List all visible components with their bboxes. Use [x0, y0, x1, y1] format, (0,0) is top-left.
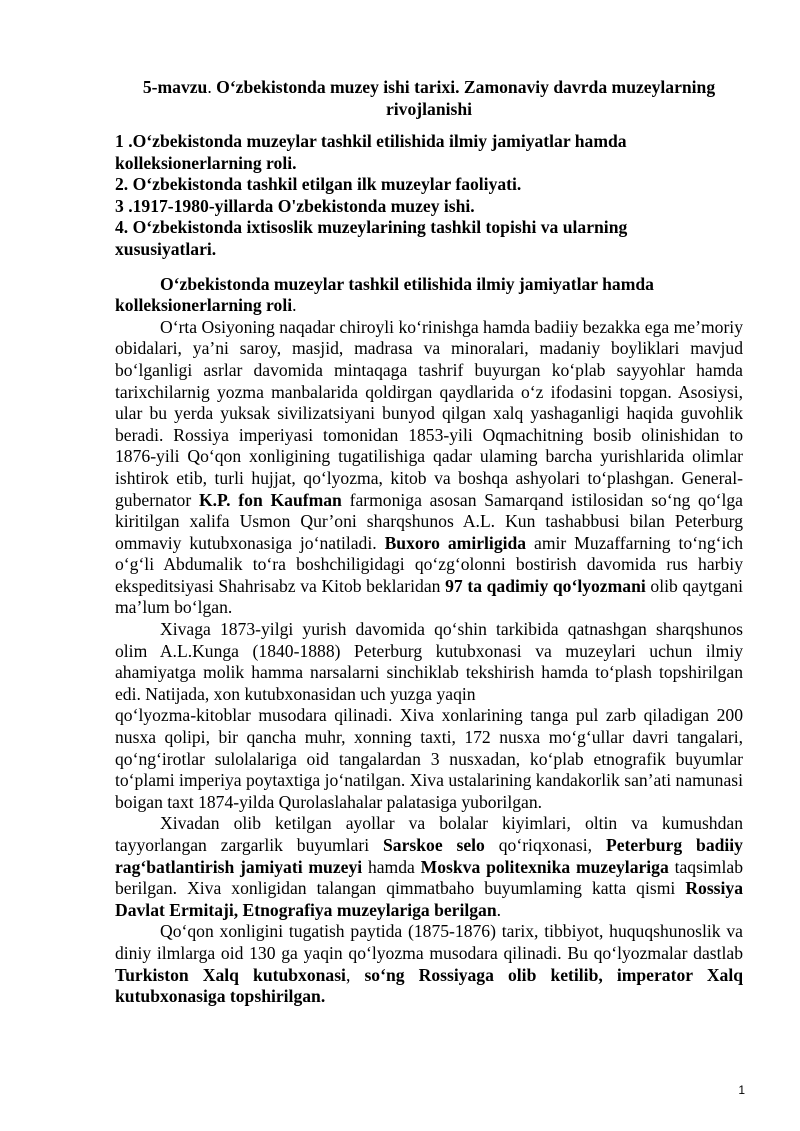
text-run: Qo‘qon xonligini tugatish paytida (1875-1876) tarix, tibbiyot, huquqshunoslik va diniy ilmlarga oid 130 ga yaqin qo‘lyozma musodara qilinadi. Bu qo‘lyozmalar dastlab [115, 921, 743, 963]
outline-item-2: 2. O‘zbekistonda tashkil etilgan ilk muzeylar faoliyati. [115, 174, 522, 195]
text-run: olib qaytgani ma’lum bo‘lgan. [115, 575, 744, 618]
outline-item-3: 3 .1917-1980-yillarda O'zbekistonda muzey ishi. [115, 195, 475, 216]
text-run: qo‘lyozma-kitoblar musodara qilinadi. Xiva xonlarining tanga pul zarb qiladigan 200 nusxa qolipi, bir qancha muhr, xonning taxti, 172 nusxa mo‘g‘ullar davri tangalari, qo‘ng‘irotlar sulolalariga oid tangalardan 3 nusxadan, ko‘plab etnografik buyumlar to‘plami imperiya poytaxtiga jo‘natilgan. Xiva ustalarining kandakorlik san’ati namunasi boigan taxt 1874-yilda Qurolaslahalar palatasiga yuborilgan. [115, 705, 743, 812]
title-separator: . [207, 77, 217, 97]
paragraph-3 [115, 813, 743, 921]
page-title [115, 76, 743, 120]
text-run: Xivaga 1873-yilgi yurish davomida qo‘shin tarkibida qatnashgan sharqshunos olim A.L.Kunga (1840-1888) Peterburg kutubxonasi va muzeylari uchun ilmiy ahamiyatga molik hamma narsalarni sinchiklab tekshirish hamda to‘plash topshirilgan edi. Natijada, xon kutubxonasidan uch yuzga yaqin [115, 619, 743, 704]
bold-run: K.P. fon Kaufman [198, 489, 342, 510]
bold-run: so‘ng Rossiyaga olib ketilib, imperator Xalq kutubxonasiga topshirilgan. [115, 964, 744, 1007]
text-run: , [345, 964, 365, 985]
text-run: amir Muzaffarning to‘ng‘ich o‘g‘li Abdumalik to‘ra boshchiligidagi qo‘zg‘olonni bostirish davomida rus harbiy ekspeditsiyasi Shahrisabz va Kitob beklaridan [115, 532, 743, 596]
bold-run: Rossiya Davlat Ermitaji, Etnografiya muzeylariga berilgan [115, 878, 743, 920]
outline-item-4: 4. O‘zbekistonda ixtisoslik muzeylarining tashkil topishi va ularning xususiyatlari. [115, 217, 628, 259]
topic-title: O‘zbekistonda muzey ishi tarixi. Zamonaviy davrda muzeylarning rivojlanishi [216, 77, 716, 119]
text-run: O‘rta Osiyoning naqadar chiroyli ko‘rinishga hamda badiiy bezakka ega me’moriy obidalari, ya’ni saroy, masjid, madrasa va minoralari, madaniy boyliklari mavjud bo‘lganligi asrlar davomida mintaqaga tashrif buyurgan ko‘plab sayyohlar hamda tarixchilarnig yozma manbalarida qoldirgan qaydlarida o‘z ifodasini topgan. Asosiysi, ular bu yerda yuksak sivilizatsiyani bunyod qilgan xalq yashaganligi haqida guvohlik beradi. Rossiya imperiyasi tomonidan 1853-yili Oqmachitning bosib olinishidan to 1876-yili Qo‘qon xonligining tugatilishiga qadar ulaming barcha yurishlarida olimlar ishtirok etib, turli hujjat, qo‘lyozma, kitob va boshqa ashyolari to‘plashgan. General-gubernator [115, 316, 743, 510]
bold-run: Moskva politexnika muzeylariga [420, 856, 669, 877]
bold-run: 97 ta qadimiy qo‘lyozmani [445, 575, 646, 596]
topic-number: 5-mavzu [142, 77, 208, 97]
bold-run: Turkiston Xalq kutubxonasi [115, 964, 346, 985]
section-heading-dot: . [292, 295, 297, 316]
text-run: taqsimlab berilgan. Xiva xonligidan talangan qimmatbaho buyumlaming katta qismi [115, 856, 743, 899]
outline-item-1: 1 .O‘zbekistonda muzeylar tashkil etilishida ilmiy jamiyatlar hamda kolleksionerlarning roli. [115, 131, 627, 173]
text-run: farmoniga asosan Samarqand istilosidan so‘ng qo‘lga kiritilgan xalifa Usmon Qur’oni sharqshunos A.L. Kun tashabbusi bilan Peterburg ommaviy kutubxonasiga jo‘natiladi. [115, 489, 743, 553]
text-run: . [496, 899, 502, 920]
paragraph-2 [115, 619, 743, 705]
bold-run: Peterburg badiiy rag‘batlantirish jamiyati muzeyi [115, 835, 743, 877]
section-heading [115, 274, 743, 317]
text-run: hamda [362, 856, 421, 877]
paragraph-1 [115, 317, 743, 619]
page-number: 1 [738, 1083, 745, 1097]
bold-run: Buxoro amirligida [384, 532, 527, 553]
paragraph-4 [115, 921, 743, 1007]
topic-outline [115, 131, 743, 261]
paragraph-2-continued [115, 705, 743, 813]
bold-run: Sarskoe selo [383, 835, 485, 855]
text-run: Xivadan olib ketilgan ayollar va bolalar kiyimlari, oltin va kumushdan tayyorlangan zargarlik buyumlari [115, 813, 743, 855]
text-run: qo‘riqxonasi, [484, 835, 606, 855]
section-heading-text: O‘zbekistonda muzeylar tashkil etilishida ilmiy jamiyatlar hamda kolleksionerlarning roli [115, 273, 654, 316]
